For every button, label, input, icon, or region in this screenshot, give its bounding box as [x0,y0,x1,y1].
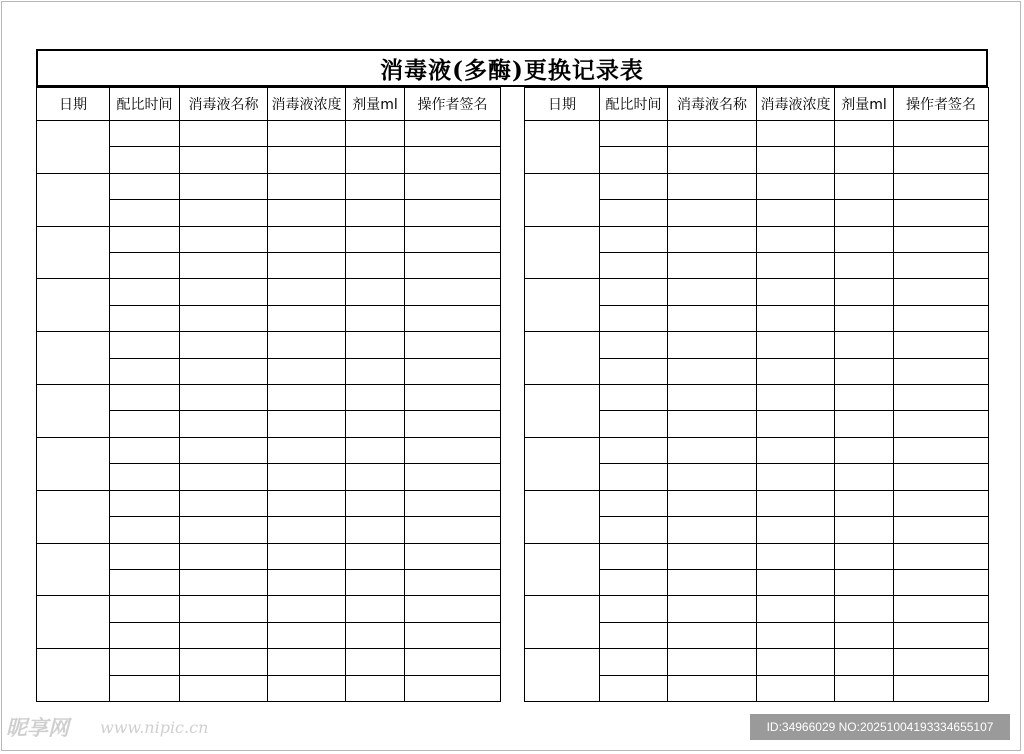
disinfectant-name-cell[interactable] [668,358,757,384]
column-header-concentration: 消毒液浓度 [268,88,346,121]
dosage-cell[interactable] [835,411,894,437]
mix-time-cell[interactable] [600,649,668,675]
table-row [525,490,989,516]
signature-cell[interactable] [405,358,501,384]
disinfectant-name-cell[interactable] [180,305,268,331]
disinfectant-name-cell[interactable] [180,147,268,173]
date-cell[interactable] [37,649,110,702]
mix-time-cell[interactable] [110,464,180,490]
table-row [37,437,501,463]
table-row [525,385,989,411]
concentration-cell[interactable] [757,121,835,147]
concentration-cell[interactable] [757,464,835,490]
concentration-cell[interactable] [268,517,346,543]
disinfectant-name-cell[interactable] [180,569,268,595]
concentration-cell[interactable] [268,305,346,331]
dosage-cell[interactable] [346,385,405,411]
dosage-cell[interactable] [835,121,894,147]
concentration-cell[interactable] [268,200,346,226]
column-header-operator-signature: 操作者签名 [405,88,501,121]
mix-time-cell[interactable] [110,226,180,252]
mix-time-cell[interactable] [600,385,668,411]
dosage-cell[interactable] [835,437,894,463]
signature-cell[interactable] [894,385,989,411]
table-row [37,332,501,358]
concentration-cell[interactable] [757,411,835,437]
concentration-cell[interactable] [757,437,835,463]
signature-cell[interactable] [894,121,989,147]
disinfectant-name-cell[interactable] [668,226,757,252]
column-header-date: 日期 [525,88,600,121]
signature-cell[interactable] [894,464,989,490]
disinfectant-name-cell[interactable] [180,490,268,516]
concentration-cell[interactable] [268,173,346,199]
disinfectant-name-cell[interactable] [180,437,268,463]
date-cell[interactable] [525,121,600,174]
disinfectant-name-cell[interactable] [180,332,268,358]
dosage-cell[interactable] [346,147,405,173]
dosage-cell[interactable] [346,253,405,279]
table-row [525,332,989,358]
concentration-cell[interactable] [757,173,835,199]
record-table-left [36,87,501,702]
disinfectant-name-cell[interactable] [668,543,757,569]
mix-time-cell[interactable] [600,490,668,516]
signature-cell[interactable] [405,490,501,516]
disinfectant-name-cell[interactable] [180,173,268,199]
disinfectant-name-cell[interactable] [668,253,757,279]
date-cell[interactable] [525,173,600,226]
signature-cell[interactable] [894,675,989,701]
mix-time-cell[interactable] [600,358,668,384]
table-row [525,279,989,305]
signature-cell[interactable] [405,332,501,358]
date-cell[interactable] [525,437,600,490]
concentration-cell[interactable] [268,332,346,358]
mix-time-cell[interactable] [110,200,180,226]
signature-cell[interactable] [894,279,989,305]
date-cell[interactable] [37,226,110,279]
concentration-cell[interactable] [757,517,835,543]
concentration-cell[interactable] [757,622,835,648]
signature-cell[interactable] [405,226,501,252]
table-row [525,649,989,675]
disinfectant-name-cell[interactable] [668,385,757,411]
mix-time-cell[interactable] [110,253,180,279]
date-cell[interactable] [37,543,110,596]
concentration-cell[interactable] [757,649,835,675]
disinfectant-name-cell[interactable] [668,490,757,516]
concentration-cell[interactable] [268,622,346,648]
disinfectant-name-cell[interactable] [180,226,268,252]
mix-time-cell[interactable] [110,173,180,199]
record-sheet [36,49,988,702]
concentration-cell[interactable] [268,121,346,147]
disinfectant-name-cell[interactable] [180,358,268,384]
dosage-cell[interactable] [835,173,894,199]
record-table-right [524,87,989,702]
disinfectant-name-cell[interactable] [180,543,268,569]
date-cell[interactable] [525,226,600,279]
mix-time-cell[interactable] [110,490,180,516]
mix-time-cell[interactable] [600,569,668,595]
mix-time-cell[interactable] [600,543,668,569]
concentration-cell[interactable] [268,437,346,463]
dosage-cell[interactable] [346,121,405,147]
date-cell[interactable] [525,596,600,649]
mix-time-cell[interactable] [110,649,180,675]
date-cell[interactable] [525,385,600,438]
dosage-cell[interactable] [835,305,894,331]
dosage-cell[interactable] [835,147,894,173]
disinfectant-name-cell[interactable] [668,147,757,173]
signature-cell[interactable] [894,649,989,675]
table-row [37,173,501,199]
signature-cell[interactable] [894,543,989,569]
dosage-cell[interactable] [346,622,405,648]
mix-time-cell[interactable] [110,675,180,701]
dosage-cell[interactable] [346,437,405,463]
concentration-cell[interactable] [757,147,835,173]
dosage-cell[interactable] [835,675,894,701]
table-row [37,279,501,305]
signature-cell[interactable] [405,279,501,305]
signature-cell[interactable] [405,622,501,648]
mix-time-cell[interactable] [600,332,668,358]
mix-time-cell[interactable] [600,173,668,199]
dosage-cell[interactable] [835,279,894,305]
disinfectant-name-cell[interactable] [180,121,268,147]
mix-time-cell[interactable] [110,569,180,595]
date-cell[interactable] [525,490,600,543]
signature-cell[interactable] [894,358,989,384]
concentration-cell[interactable] [757,385,835,411]
concentration-cell[interactable] [757,569,835,595]
disinfectant-name-cell[interactable] [668,411,757,437]
mix-time-cell[interactable] [600,517,668,543]
watermark-url: www.nipic.cn [100,718,209,737]
dosage-cell[interactable] [346,596,405,622]
mix-time-cell[interactable] [110,411,180,437]
signature-cell[interactable] [894,596,989,622]
dosage-cell[interactable] [835,385,894,411]
dosage-cell[interactable] [346,543,405,569]
mix-time-cell[interactable] [110,332,180,358]
dosage-cell[interactable] [835,596,894,622]
header-row [37,88,501,121]
concentration-cell[interactable] [757,543,835,569]
mix-time-cell[interactable] [110,279,180,305]
disinfectant-name-cell[interactable] [180,517,268,543]
signature-cell[interactable] [405,385,501,411]
dosage-cell[interactable] [835,200,894,226]
disinfectant-name-cell[interactable] [668,569,757,595]
column-header-disinfectant-name: 消毒液名称 [668,88,757,121]
dosage-cell[interactable] [346,569,405,595]
concentration-cell[interactable] [268,596,346,622]
column-header-dosage: 剂量ml [346,88,405,121]
signature-cell[interactable] [894,569,989,595]
disinfectant-name-cell[interactable] [668,279,757,305]
concentration-cell[interactable] [268,411,346,437]
dosage-cell[interactable] [346,517,405,543]
signature-cell[interactable] [405,649,501,675]
dosage-cell[interactable] [835,517,894,543]
disinfectant-name-cell[interactable] [180,675,268,701]
date-cell[interactable] [37,385,110,438]
disinfectant-name-cell[interactable] [668,649,757,675]
dosage-cell[interactable] [835,543,894,569]
dosage-cell[interactable] [835,569,894,595]
date-cell[interactable] [37,173,110,226]
table-row [37,121,501,147]
mix-time-cell[interactable] [600,121,668,147]
dosage-cell[interactable] [835,226,894,252]
mix-time-cell[interactable] [110,622,180,648]
column-header-operator-signature: 操作者签名 [894,88,989,121]
table-row [37,226,501,252]
disinfectant-name-cell[interactable] [180,253,268,279]
table-body [37,121,501,702]
signature-cell[interactable] [894,253,989,279]
mix-time-cell[interactable] [110,147,180,173]
signature-cell[interactable] [894,305,989,331]
signature-cell[interactable] [894,490,989,516]
concentration-cell[interactable] [757,305,835,331]
signature-cell[interactable] [405,543,501,569]
dosage-cell[interactable] [346,305,405,331]
signature-cell[interactable] [405,569,501,595]
concentration-cell[interactable] [268,279,346,305]
concentration-cell[interactable] [268,675,346,701]
date-cell[interactable] [525,279,600,332]
signature-cell[interactable] [894,332,989,358]
concentration-cell[interactable] [268,226,346,252]
date-cell[interactable] [37,279,110,332]
concentration-cell[interactable] [268,543,346,569]
dosage-cell[interactable] [346,675,405,701]
concentration-cell[interactable] [268,385,346,411]
table-row [37,490,501,516]
dosage-cell[interactable] [835,622,894,648]
dosage-cell[interactable] [346,490,405,516]
date-cell[interactable] [525,543,600,596]
disinfectant-name-cell[interactable] [668,437,757,463]
column-header-mix-time: 配比时间 [110,88,180,121]
mix-time-cell[interactable] [600,675,668,701]
table-row [525,437,989,463]
mix-time-cell[interactable] [110,121,180,147]
date-cell[interactable] [37,437,110,490]
concentration-cell[interactable] [268,490,346,516]
mix-time-cell[interactable] [600,226,668,252]
disinfectant-name-cell[interactable] [668,517,757,543]
watermark-id-badge: ID:34966029 NO:20251004193334655107 [750,714,1010,740]
dosage-cell[interactable] [346,226,405,252]
table-row [525,596,989,622]
dosage-cell[interactable] [835,358,894,384]
mix-time-cell[interactable] [600,279,668,305]
dosage-cell[interactable] [346,649,405,675]
dosage-cell[interactable] [835,253,894,279]
concentration-cell[interactable] [757,332,835,358]
dosage-cell[interactable] [835,332,894,358]
signature-cell[interactable] [405,675,501,701]
mix-time-cell[interactable] [600,437,668,463]
dosage-cell[interactable] [346,173,405,199]
table-row [37,596,501,622]
mix-time-cell[interactable] [110,358,180,384]
dosage-cell[interactable] [835,490,894,516]
concentration-cell[interactable] [757,675,835,701]
column-header-mix-time: 配比时间 [600,88,668,121]
concentration-cell[interactable] [268,464,346,490]
signature-cell[interactable] [405,200,501,226]
watermark-logo: 昵享网 [6,715,69,740]
signature-cell[interactable] [405,173,501,199]
signature-cell[interactable] [894,226,989,252]
dosage-cell[interactable] [346,332,405,358]
date-cell[interactable] [525,332,600,385]
signature-cell[interactable] [405,411,501,437]
mix-time-cell[interactable] [110,517,180,543]
dosage-cell[interactable] [835,649,894,675]
signature-cell[interactable] [894,411,989,437]
signature-cell[interactable] [405,121,501,147]
mix-time-cell[interactable] [600,622,668,648]
mix-time-cell[interactable] [110,543,180,569]
signature-cell[interactable] [894,517,989,543]
concentration-cell[interactable] [757,279,835,305]
mix-time-cell[interactable] [110,437,180,463]
signature-cell[interactable] [405,147,501,173]
dosage-cell[interactable] [346,464,405,490]
disinfectant-name-cell[interactable] [668,464,757,490]
mix-time-cell[interactable] [110,385,180,411]
disinfectant-name-cell[interactable] [180,411,268,437]
mix-time-cell[interactable] [600,200,668,226]
mix-time-cell[interactable] [600,147,668,173]
date-cell[interactable] [37,332,110,385]
concentration-cell[interactable] [268,358,346,384]
dosage-cell[interactable] [346,411,405,437]
signature-cell[interactable] [894,147,989,173]
disinfectant-name-cell[interactable] [180,622,268,648]
disinfectant-name-cell[interactable] [180,464,268,490]
concentration-cell[interactable] [757,358,835,384]
disinfectant-name-cell[interactable] [668,622,757,648]
disinfectant-name-cell[interactable] [180,279,268,305]
dosage-cell[interactable] [346,200,405,226]
column-header-concentration: 消毒液浓度 [757,88,835,121]
concentration-cell[interactable] [757,596,835,622]
signature-cell[interactable] [894,200,989,226]
mix-time-cell[interactable] [110,596,180,622]
disinfectant-name-cell[interactable] [668,200,757,226]
table-body [525,121,989,702]
signature-cell[interactable] [405,464,501,490]
dosage-cell[interactable] [835,464,894,490]
disinfectant-name-cell[interactable] [668,675,757,701]
table-row [525,226,989,252]
date-cell[interactable] [525,649,600,702]
disinfectant-name-cell[interactable] [180,649,268,675]
dosage-cell[interactable] [346,279,405,305]
concentration-cell[interactable] [268,649,346,675]
signature-cell[interactable] [894,437,989,463]
mix-time-cell[interactable] [110,305,180,331]
table-row [37,385,501,411]
mix-time-cell[interactable] [600,464,668,490]
column-header-dosage: 剂量ml [835,88,894,121]
column-header-disinfectant-name: 消毒液名称 [180,88,268,121]
table-row [525,543,989,569]
concentration-cell[interactable] [757,200,835,226]
table-row [525,121,989,147]
table-row [525,173,989,199]
title-box [36,49,988,87]
concentration-cell[interactable] [757,253,835,279]
table-row [37,649,501,675]
concentration-cell[interactable] [268,569,346,595]
mix-time-cell[interactable] [600,411,668,437]
disinfectant-name-cell[interactable] [668,332,757,358]
disinfectant-name-cell[interactable] [668,596,757,622]
disinfectant-name-cell[interactable] [180,200,268,226]
disinfectant-name-cell[interactable] [180,385,268,411]
header-row [525,88,989,121]
signature-cell[interactable] [405,596,501,622]
signature-cell[interactable] [894,622,989,648]
mix-time-cell[interactable] [600,305,668,331]
table-row [37,543,501,569]
disinfectant-name-cell[interactable] [668,121,757,147]
signature-cell[interactable] [405,305,501,331]
signature-cell[interactable] [894,173,989,199]
mix-time-cell[interactable] [600,253,668,279]
concentration-cell[interactable] [268,253,346,279]
disinfectant-name-cell[interactable] [668,173,757,199]
signature-cell[interactable] [405,253,501,279]
concentration-cell[interactable] [268,147,346,173]
date-cell[interactable] [37,121,110,174]
signature-cell[interactable] [405,517,501,543]
signature-cell[interactable] [405,437,501,463]
dosage-cell[interactable] [346,358,405,384]
column-header-date: 日期 [37,88,110,121]
page-title: 消毒液(多酶)更换记录表 [380,56,644,84]
date-cell[interactable] [37,490,110,543]
date-cell[interactable] [37,596,110,649]
mix-time-cell[interactable] [600,596,668,622]
concentration-cell[interactable] [757,490,835,516]
concentration-cell[interactable] [757,226,835,252]
disinfectant-name-cell[interactable] [180,596,268,622]
disinfectant-name-cell[interactable] [668,305,757,331]
